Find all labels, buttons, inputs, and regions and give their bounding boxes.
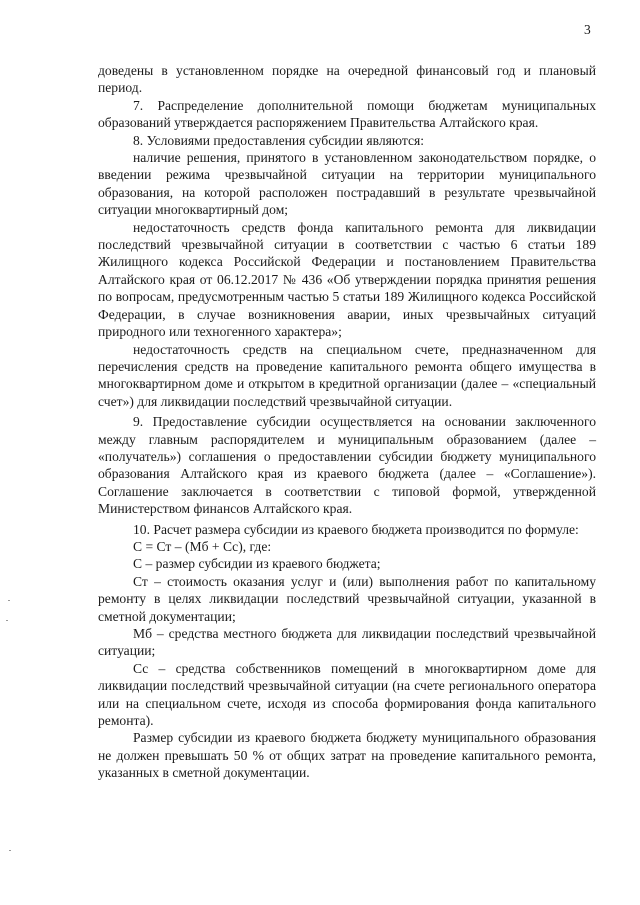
paragraph: С – размер субсидии из краевого бюджета; [133, 556, 381, 572]
paragraph: С = Ст – (Мб + Сс), где: [133, 538, 272, 554]
paragraph: наличие решения, принятого в установленном законодательством порядке, о введении режима чрезвычайной ситуации на территории муниципального образования, на которой расположен пострадавший в результате чрезвычайной ситуации многоквартирный дом; [98, 150, 596, 218]
paragraph: недостаточность средств на специальном счете, предназначенном для перечисления средств на проведение капитального ремонта общего имущества в многоквартирном доме и открытом в кредитной организации (далее – «специальный счет») для ликвидации последствий чрезвычайной ситуации. [98, 341, 596, 409]
scan-speck [9, 850, 11, 851]
paragraph: 10. Расчет размера субсидии из краевого бюджета производится по формуле: [133, 521, 579, 537]
paragraph: 9. Предоставление субсидии осуществляется на основании заключенного между главным распорядителем и муниципальным образованием (далее – «получатель») соглашения о предоставлении субсидии бюджету муниципального образования Алтайского края из краевого бюджета (далее – «Соглашение»). Соглашение заключается в соответствии с типовой формой, утвержденной Министерством финансов Алтайского края. [98, 414, 596, 517]
paragraph: Мб – средства местного бюджета для ликвидации последствий чрезвычайной ситуации; [98, 626, 596, 659]
paragraph: 7. Распределение дополнительной помощи бюджетам муниципальных образований утверждается распоряжением Правительства Алтайского края. [98, 97, 596, 131]
paragraph: доведены в установленном порядке на очередной финансовый год и плановый период. [98, 63, 596, 96]
paragraph: Размер субсидии из краевого бюджета бюджету муниципального образования не должен превышать 50 % от общих затрат на проведение капитального ремонта, указанных в сметной документации. [98, 730, 596, 781]
document-body [98, 62, 596, 782]
paragraph: Сс – средства собственников помещений в многоквартирном доме для ликвидации последствий чрезвычайной ситуации (на счете регионального оператора или на специальном счете, исходя из способа формирования фонда капитального ремонта). [98, 660, 596, 729]
paragraph: 8. Условиями предоставления субсидии являются: [133, 132, 425, 148]
paragraph: недостаточность средств фонда капитального ремонта для ликвидации последствий чрезвычайной ситуации в соответствии с частью 6 статьи 189 Жилищного кодекса Российской Федерации и постановлением Правительства Алтайского края от 06.12.2017 № 436 «Об утверждении порядка принятия решения по вопросам, предусмотренным частью 5 статьи 189 Жилищного кодекса Российской Федерации, в случае возникновения аварии, иных чрезвычайных ситуаций природного или техногенного характера»; [98, 219, 596, 340]
page-number: 3 [584, 22, 591, 37]
paragraph: Ст – стоимость оказания услуг и (или) выполнения работ по капитальному ремонту в целях ликвидации последствий чрезвычайной ситуации, указанной в сметной документации; [98, 573, 596, 624]
scan-speck [8, 600, 10, 601]
scan-speck [6, 620, 8, 621]
